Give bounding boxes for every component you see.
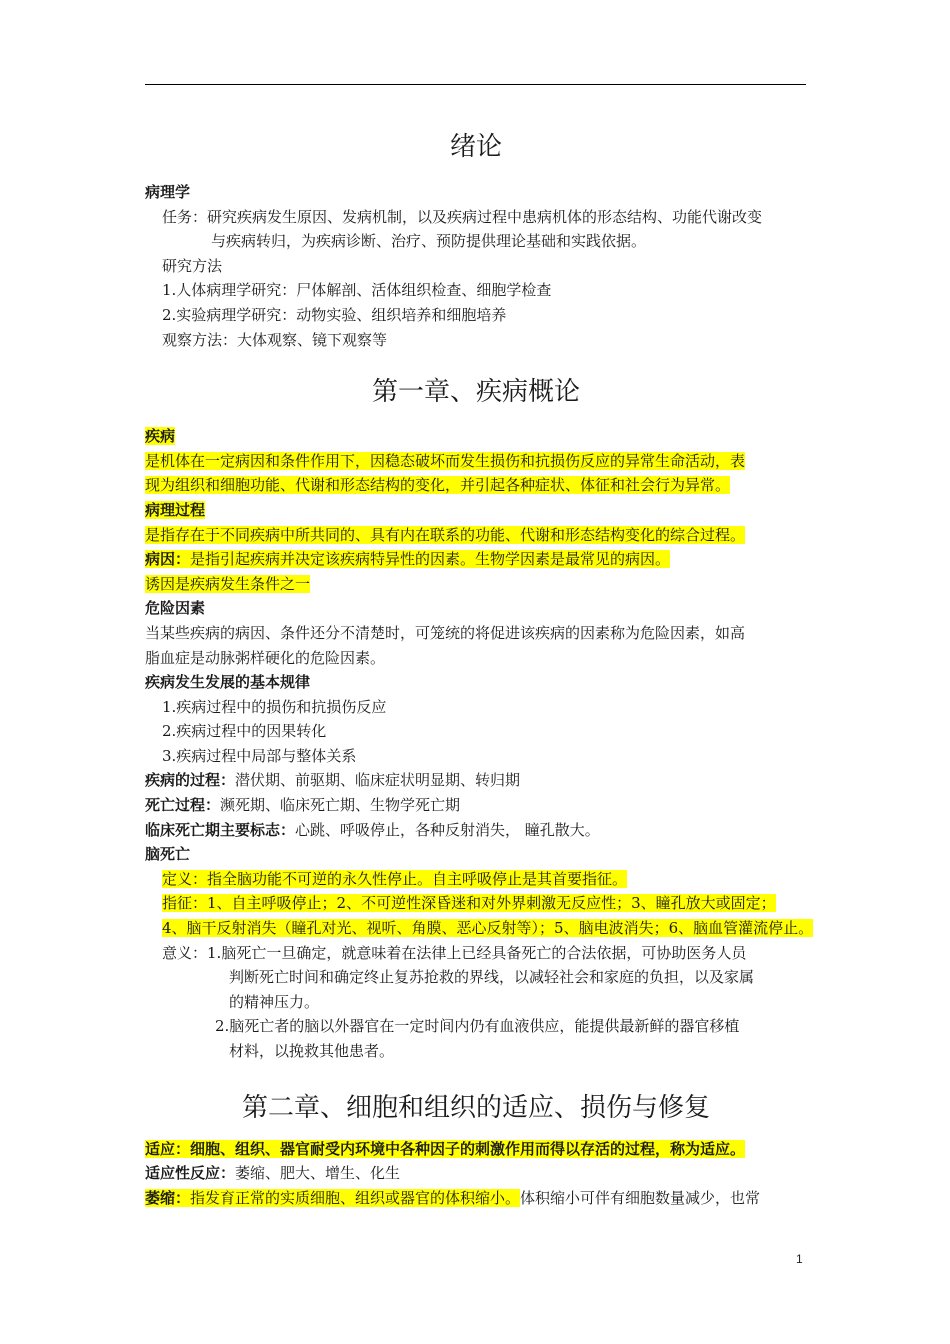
term-adaptive-reaction: 适应性反应： <box>145 1164 236 1183</box>
brain-death-definition: 定义：指全脑功能不可逆的永久性停止。自主呼吸停止是其首要指征。 <box>162 869 628 888</box>
disease-definition-2: 现为组织和细胞功能、代谢和形态结构的变化，并引起各种症状、体征和社会行为异常。 <box>145 476 731 495</box>
document-body <box>145 126 814 1210</box>
process-definition: 是指存在于不同疾病中所共同的、具有内在联系的功能、代谢和形态结构变化的综合过程。 <box>145 525 746 544</box>
term-brain-death: 脑死亡 <box>145 845 191 864</box>
inducement-note: 诱因是疾病发生条件之一 <box>145 574 311 593</box>
law-item-3: 3.疾病过程中局部与整体关系 <box>162 746 357 765</box>
term-disease-course: 疾病的过程： <box>145 771 236 790</box>
term-basic-laws: 疾病发生发展的基本规律 <box>145 673 311 692</box>
title-chapter-2: 第二章、细胞和组织的适应、损伤与修复 <box>241 1092 710 1123</box>
term-disease: 疾病 <box>145 427 176 446</box>
term-cause: 病因： <box>145 550 191 569</box>
law-item-1: 1.疾病过程中的损伤和抗损伤反应 <box>162 697 387 716</box>
meaning-1-line-3: 的精神压力。 <box>229 992 320 1011</box>
task-line-1 <box>145 205 807 230</box>
task-line-2: 与疾病转归，为疾病诊断、治疗、预防提供理论基础和实践依据。 <box>211 232 647 251</box>
method-item-2: 2.实验病理学研究：动物实验、组织培养和细胞培养 <box>162 305 507 324</box>
term-atrophy: 萎缩： <box>145 1188 191 1207</box>
law-item-2: 2.疾病过程中的因果转化 <box>162 722 327 741</box>
title-chapter-1: 第一章、疾病概论 <box>371 377 580 408</box>
page-number: 1 <box>796 1252 803 1266</box>
meaning-2-line-1: 2.脑死亡者的脑以外器官在一定时间内仍有血液供应，能提供最新鲜的器官移植 <box>215 1017 740 1036</box>
meaning-2-line-2: 材料，以挽救其他患者。 <box>229 1042 395 1060</box>
header-rule <box>145 84 806 85</box>
disease-definition-1: 是机体在一定病因和条件作用下，因稳态破坏而发生损伤和抗损伤反应的异常生命活动，表 <box>145 451 746 470</box>
atrophy-definition: 指发育正常的实质细胞、组织或器官的体积缩小。 <box>190 1188 521 1207</box>
term-risk-factor: 危险因素 <box>145 599 206 618</box>
methods-label: 研究方法 <box>162 256 223 275</box>
risk-definition-2: 脂血症是动脉粥样硬化的危险因素。 <box>145 648 386 667</box>
title-intro: 绪论 <box>449 132 502 162</box>
disease-course-stages: 潜伏期、前驱期、临床症状明显期、转归期 <box>235 771 521 790</box>
heading-pathology: 病理学 <box>145 183 191 201</box>
death-stages: 濒死期、临床死亡期、生物学死亡期 <box>220 796 461 815</box>
brain-death-sign-2: 4、脑干反射消失（瞳孔对光、视听、角膜、恶心反射等）；5、脑电波消失；6、脑血管灌流停止。 <box>162 919 814 938</box>
atrophy-continuation: 体积缩小可伴有细胞数量减少，也常 <box>520 1188 761 1207</box>
adaptive-reactions: 萎缩、肥大、增生、化生 <box>235 1164 401 1183</box>
meaning-label: 意义： <box>162 943 208 962</box>
term-death-process: 死亡过程： <box>145 796 221 815</box>
task-label: 任务： <box>162 207 208 226</box>
method-item-1: 1.人体病理学研究：尸体解剖、活体组织检查、细胞学检查 <box>162 281 552 300</box>
adaptation-definition: 适应：细胞、组织、器官耐受内环境中各种因子的刺激作用而得以存活的过程，称为适应。 <box>145 1139 746 1158</box>
meaning-1-line-1: 1.脑死亡一旦确定，就意味着在法律上已经具备死亡的合法依据，可协助医务人员 <box>207 943 747 962</box>
term-pathological-process: 病理过程 <box>145 500 206 519</box>
task-text-1: 研究疾病发生原因、发病机制，以及疾病过程中患病机体的形态结构、功能代谢改变 <box>207 207 763 226</box>
meaning-1-line-2: 判断死亡时间和确定终止复苏抢救的界线，以减轻社会和家庭的负担，以及家属 <box>229 968 755 987</box>
clinical-death-signs: 心跳、呼吸停止，各种反射消失， 瞳孔散大。 <box>295 820 600 839</box>
cause-definition: 是指引起疾病并决定该疾病特异性的因素。生物学因素是最常见的病因。 <box>190 550 671 569</box>
brain-death-sign-1: 指征：1、自主呼吸停止；2、不可逆性深昏迷和对外界刺激无反应性；3、瞳孔放大或固定； <box>162 894 776 913</box>
term-clinical-death: 临床死亡期主要标志： <box>145 820 296 839</box>
risk-definition-1: 当某些疾病的病因、条件还分不清楚时，可笼统的将促进该疾病的因素称为危险因素，如高 <box>145 623 746 642</box>
observe-methods: 观察方法：大体观察、镜下观察等 <box>162 330 388 349</box>
